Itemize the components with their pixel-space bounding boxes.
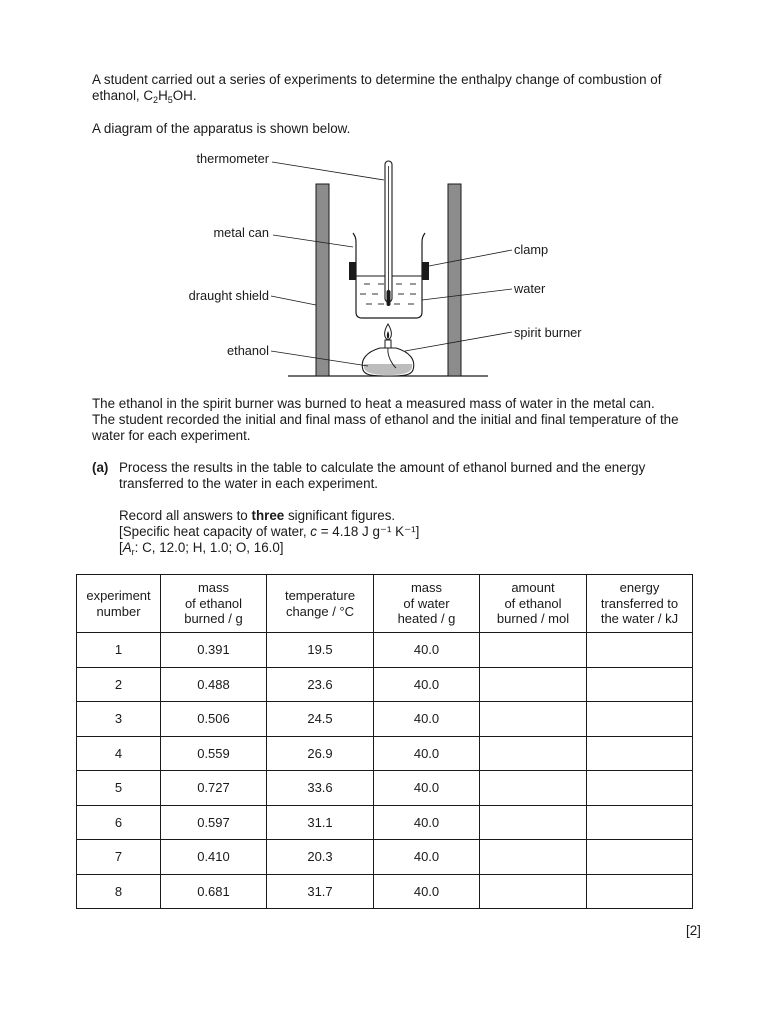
label-metal-can: metal can bbox=[213, 225, 269, 240]
apparatus-diagram bbox=[0, 140, 768, 385]
table-header-row bbox=[77, 575, 693, 633]
table-row bbox=[77, 633, 693, 668]
cell-amount-ethanol[interactable] bbox=[480, 633, 587, 668]
header-amount-ethanol: amount of ethanol burned / mol bbox=[480, 575, 587, 633]
cell-experiment: 5 bbox=[77, 771, 161, 806]
cell-energy-transferred[interactable] bbox=[587, 633, 693, 668]
cell-energy-transferred[interactable] bbox=[587, 702, 693, 737]
cell-mass-ethanol: 0.506 bbox=[161, 702, 267, 737]
label-water: water bbox=[514, 281, 546, 296]
cell-mass-ethanol: 0.410 bbox=[161, 840, 267, 875]
specific-heat-capacity: [Specific heat capacity of water, c = 4.18 J g⁻¹ K⁻¹] bbox=[119, 524, 420, 539]
cell-energy-transferred[interactable] bbox=[587, 874, 693, 909]
cell-mass-water: 40.0 bbox=[374, 771, 480, 806]
cell-temperature-change: 19.5 bbox=[267, 633, 374, 668]
table-row bbox=[77, 805, 693, 840]
table-row bbox=[77, 874, 693, 909]
cell-mass-water: 40.0 bbox=[374, 702, 480, 737]
cell-energy-transferred[interactable] bbox=[587, 667, 693, 702]
cell-amount-ethanol[interactable] bbox=[480, 805, 587, 840]
cell-experiment: 7 bbox=[77, 840, 161, 875]
header-energy-transferred: energy transferred to the water / kJ bbox=[587, 575, 693, 633]
cell-amount-ethanol[interactable] bbox=[480, 736, 587, 771]
label-draught-shield: draught shield bbox=[188, 288, 269, 303]
cell-mass-ethanol: 0.391 bbox=[161, 633, 267, 668]
description-line-2: The student recorded the initial and final mass of ethanol and the initial and final temperature of the bbox=[92, 412, 679, 427]
draught-shield-right bbox=[448, 184, 461, 376]
description-line-1: The ethanol in the spirit burner was burned to heat a measured mass of water in the metal can. bbox=[92, 396, 655, 411]
cell-amount-ethanol[interactable] bbox=[480, 667, 587, 702]
cell-mass-ethanol: 0.681 bbox=[161, 874, 267, 909]
header-mass-water: mass of water heated / g bbox=[374, 575, 480, 633]
cell-energy-transferred[interactable] bbox=[587, 771, 693, 806]
table-row bbox=[77, 840, 693, 875]
cell-mass-ethanol: 0.727 bbox=[161, 771, 267, 806]
part-a-instructions bbox=[119, 508, 709, 556]
relative-atomic-masses: [$A_r$: C, 12.0; H, 1.0; O, 16.0] bbox=[119, 540, 284, 557]
cell-energy-transferred[interactable] bbox=[587, 805, 693, 840]
cell-temperature-change: 20.3 bbox=[267, 840, 374, 875]
cell-mass-water: 40.0 bbox=[374, 667, 480, 702]
record-instruction: Record all answers to three significant figures. bbox=[119, 508, 396, 523]
cell-amount-ethanol[interactable] bbox=[480, 874, 587, 909]
label-ethanol: ethanol bbox=[227, 343, 269, 358]
label-spirit-burner: spirit burner bbox=[514, 325, 582, 340]
header-mass-ethanol: mass of ethanol burned / g bbox=[161, 575, 267, 633]
draught-shield-left bbox=[316, 184, 329, 376]
cell-mass-water: 40.0 bbox=[374, 840, 480, 875]
cell-mass-ethanol: 0.559 bbox=[161, 736, 267, 771]
thermometer-bulb bbox=[387, 290, 391, 306]
cell-temperature-change: 31.1 bbox=[267, 805, 374, 840]
part-a-line-2: transferred to the water in each experiment. bbox=[119, 476, 379, 491]
table-row bbox=[77, 667, 693, 702]
table-row bbox=[77, 771, 693, 806]
marks-label: [2] bbox=[686, 923, 701, 938]
cell-mass-ethanol: 0.597 bbox=[161, 805, 267, 840]
cell-amount-ethanol[interactable] bbox=[480, 771, 587, 806]
diagram-intro: A diagram of the apparatus is shown below. bbox=[92, 121, 351, 136]
cell-amount-ethanol[interactable] bbox=[480, 840, 587, 875]
cell-experiment: 8 bbox=[77, 874, 161, 909]
cell-mass-water: 40.0 bbox=[374, 805, 480, 840]
cell-temperature-change: 23.6 bbox=[267, 667, 374, 702]
intro-line-1: A student carried out a series of experiments to determine the enthalpy change of combustion of bbox=[92, 72, 662, 87]
cell-temperature-change: 26.9 bbox=[267, 736, 374, 771]
cell-mass-ethanol: 0.488 bbox=[161, 667, 267, 702]
cell-experiment: 3 bbox=[77, 702, 161, 737]
cell-experiment: 2 bbox=[77, 667, 161, 702]
cell-amount-ethanol[interactable] bbox=[480, 702, 587, 737]
label-clamp: clamp bbox=[514, 242, 549, 257]
cell-temperature-change: 33.6 bbox=[267, 771, 374, 806]
intro-paragraph bbox=[92, 72, 706, 104]
cell-experiment: 6 bbox=[77, 805, 161, 840]
cell-mass-water: 40.0 bbox=[374, 736, 480, 771]
intro-line-2: ethanol, $C_2H_5OH$. bbox=[92, 88, 197, 105]
header-temperature-change: temperature change / °C bbox=[267, 575, 374, 633]
burner-wick bbox=[385, 340, 391, 348]
cell-temperature-change: 31.7 bbox=[267, 874, 374, 909]
part-a-label: (a) bbox=[92, 460, 109, 475]
table-row bbox=[77, 736, 693, 771]
clamp-left bbox=[349, 262, 356, 280]
cell-energy-transferred[interactable] bbox=[587, 840, 693, 875]
cell-mass-water: 40.0 bbox=[374, 874, 480, 909]
cell-mass-water: 40.0 bbox=[374, 633, 480, 668]
table-row bbox=[77, 702, 693, 737]
description-line-3: water for each experiment. bbox=[92, 428, 251, 443]
part-a-question bbox=[119, 460, 709, 492]
header-experiment-number: experiment number bbox=[77, 575, 161, 633]
cell-energy-transferred[interactable] bbox=[587, 736, 693, 771]
results-table bbox=[76, 574, 693, 909]
cell-experiment: 1 bbox=[77, 633, 161, 668]
part-a-line-1: Process the results in the table to calculate the amount of ethanol burned and the energy bbox=[119, 460, 646, 475]
description-paragraph bbox=[92, 396, 706, 444]
clamp-right bbox=[422, 262, 429, 280]
label-thermometer: thermometer bbox=[196, 151, 269, 166]
cell-experiment: 4 bbox=[77, 736, 161, 771]
cell-temperature-change: 24.5 bbox=[267, 702, 374, 737]
